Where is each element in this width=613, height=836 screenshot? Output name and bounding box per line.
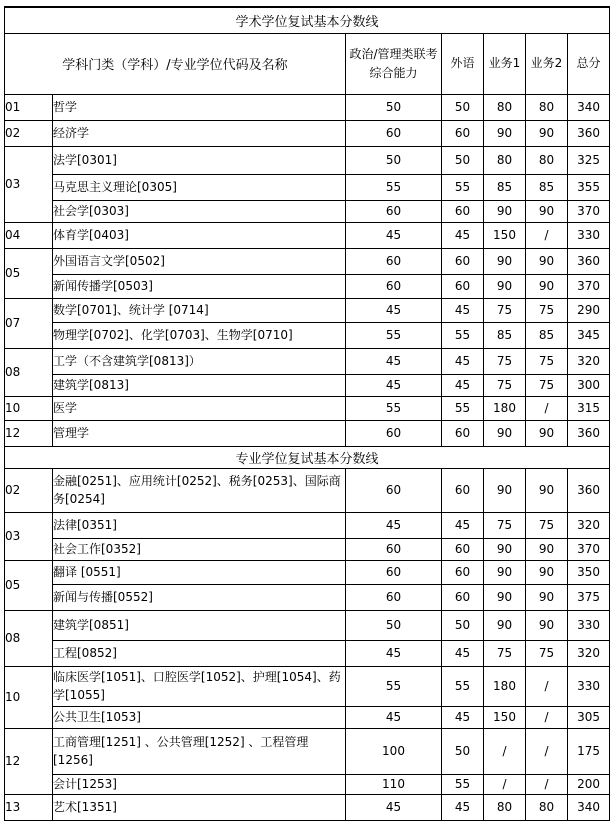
foreign-score: 45 (442, 222, 484, 248)
discipline-name: 法律[0351] (53, 512, 346, 538)
total-score: 375 (568, 584, 610, 610)
foreign-score: 50 (442, 146, 484, 174)
discipline-name: 管理学 (53, 420, 346, 446)
politics-score: 60 (346, 468, 442, 512)
politics-score: 60 (346, 120, 442, 146)
subject2-score: / (526, 728, 568, 774)
score-table (4, 6, 610, 821)
subject1-score: 90 (484, 200, 526, 222)
professional-title-row (5, 446, 610, 468)
foreign-score: 45 (442, 348, 484, 374)
discipline-name: 法学[0301] (53, 146, 346, 174)
total-score: 340 (568, 94, 610, 120)
subject1-score: 80 (484, 794, 526, 820)
category-code: 12 (5, 420, 53, 446)
subject1-score: 75 (484, 640, 526, 666)
total-score: 290 (568, 298, 610, 322)
foreign-score: 55 (442, 322, 484, 348)
politics-score: 45 (346, 512, 442, 538)
discipline-name: 物理学[0702]、化学[0703]、生物学[0710] (53, 322, 346, 348)
total-score: 330 (568, 666, 610, 706)
total-score: 305 (568, 706, 610, 728)
category-code: 07 (5, 298, 53, 348)
politics-score: 60 (346, 248, 442, 274)
foreign-score: 60 (442, 468, 484, 512)
table-row (5, 120, 610, 146)
header-politics: 政治/管理类联考综合能力 (346, 33, 442, 94)
politics-score: 45 (346, 374, 442, 396)
table-row (5, 348, 610, 374)
table-row (5, 420, 610, 446)
discipline-name: 建筑学[0813] (53, 374, 346, 396)
subject1-score: 85 (484, 174, 526, 200)
category-code: 05 (5, 560, 53, 610)
subject2-score: 85 (526, 174, 568, 200)
discipline-name: 工学（不含建筑学[0813]） (53, 348, 346, 374)
foreign-score: 55 (442, 396, 484, 420)
politics-score: 45 (346, 640, 442, 666)
discipline-name: 临床医学[1051]、口腔医学[1052]、护理[1054]、药学[1055] (53, 666, 346, 706)
subject1-score: 90 (484, 120, 526, 146)
subject2-score: 90 (526, 610, 568, 640)
discipline-name: 社会工作[0352] (53, 538, 346, 560)
politics-score: 45 (346, 222, 442, 248)
table-row (5, 512, 610, 538)
foreign-score: 60 (442, 420, 484, 446)
foreign-score: 60 (442, 120, 484, 146)
table-row (5, 706, 610, 728)
subject2-score: / (526, 222, 568, 248)
table-row (5, 146, 610, 174)
professional-section-title: 专业学位复试基本分数线 (5, 446, 610, 468)
total-score: 360 (568, 248, 610, 274)
header-discipline: 学科门类（学科）/专业学位代码及名称 (5, 33, 346, 94)
total-score: 360 (568, 120, 610, 146)
header-foreign: 外语 (442, 33, 484, 94)
foreign-score: 45 (442, 640, 484, 666)
subject1-score: 90 (484, 468, 526, 512)
foreign-score: 45 (442, 794, 484, 820)
table-row (5, 222, 610, 248)
category-code: 10 (5, 666, 53, 728)
politics-score: 45 (346, 706, 442, 728)
subject1-score: 85 (484, 322, 526, 348)
subject2-score: / (526, 706, 568, 728)
subject2-score: 90 (526, 420, 568, 446)
subject2-score: 75 (526, 512, 568, 538)
subject1-score: 180 (484, 396, 526, 420)
subject2-score: 75 (526, 374, 568, 396)
discipline-name: 经济学 (53, 120, 346, 146)
discipline-name: 建筑学[0851] (53, 610, 346, 640)
table-row (5, 174, 610, 200)
total-score: 315 (568, 396, 610, 420)
category-code: 04 (5, 222, 53, 248)
subject2-score: 90 (526, 274, 568, 298)
category-code: 03 (5, 146, 53, 222)
discipline-name: 医学 (53, 396, 346, 420)
subject2-score: 75 (526, 298, 568, 322)
foreign-score: 50 (442, 728, 484, 774)
foreign-score: 45 (442, 374, 484, 396)
discipline-name: 翻译 [0551] (53, 560, 346, 584)
total-score: 325 (568, 146, 610, 174)
politics-score: 55 (346, 174, 442, 200)
politics-score: 45 (346, 348, 442, 374)
category-code: 05 (5, 248, 53, 298)
discipline-name: 工程[0852] (53, 640, 346, 666)
subject1-score: 90 (484, 610, 526, 640)
subject1-score: 180 (484, 666, 526, 706)
politics-score: 60 (346, 200, 442, 222)
category-code: 13 (5, 794, 53, 820)
subject1-score: 90 (484, 560, 526, 584)
politics-score: 55 (346, 666, 442, 706)
subject2-score: 80 (526, 794, 568, 820)
politics-score: 50 (346, 610, 442, 640)
subject1-score: 90 (484, 274, 526, 298)
table-row (5, 322, 610, 348)
total-score: 370 (568, 200, 610, 222)
header-subject2: 业务2 (526, 33, 568, 94)
category-code: 02 (5, 120, 53, 146)
discipline-name: 外国语言文学[0502] (53, 248, 346, 274)
foreign-score: 60 (442, 200, 484, 222)
header-subject1: 业务1 (484, 33, 526, 94)
total-score: 175 (568, 728, 610, 774)
total-score: 200 (568, 774, 610, 794)
table-row (5, 610, 610, 640)
subject2-score: 85 (526, 322, 568, 348)
category-code: 08 (5, 610, 53, 666)
foreign-score: 60 (442, 584, 484, 610)
discipline-name: 会计[1253] (53, 774, 346, 794)
subject2-score: 75 (526, 348, 568, 374)
foreign-score: 60 (442, 274, 484, 298)
politics-score: 50 (346, 146, 442, 174)
subject1-score: 75 (484, 348, 526, 374)
table-row (5, 538, 610, 560)
discipline-name: 工商管理[1251] 、公共管理[1252] 、工程管理[1256] (53, 728, 346, 774)
foreign-score: 50 (442, 610, 484, 640)
table-row (5, 298, 610, 322)
subject2-score: 90 (526, 468, 568, 512)
subject1-score: 90 (484, 538, 526, 560)
subject2-score: 90 (526, 560, 568, 584)
header-row (5, 33, 610, 94)
discipline-name: 哲学 (53, 94, 346, 120)
table-row (5, 640, 610, 666)
politics-score: 60 (346, 584, 442, 610)
total-score: 300 (568, 374, 610, 396)
table-row (5, 94, 610, 120)
foreign-score: 50 (442, 94, 484, 120)
subject2-score: 90 (526, 248, 568, 274)
discipline-name: 数学[0701]、统计学 [0714] (53, 298, 346, 322)
subject2-score: 80 (526, 94, 568, 120)
subject2-score: 80 (526, 146, 568, 174)
subject1-score: / (484, 728, 526, 774)
discipline-name: 金融[0251]、应用统计[0252]、税务[0253]、国际商务[0254] (53, 468, 346, 512)
politics-score: 50 (346, 94, 442, 120)
total-score: 320 (568, 348, 610, 374)
politics-score: 60 (346, 560, 442, 584)
category-code: 01 (5, 94, 53, 120)
total-score: 350 (568, 560, 610, 584)
subject1-score: 75 (484, 298, 526, 322)
total-score: 370 (568, 274, 610, 298)
subject2-score: 90 (526, 120, 568, 146)
discipline-name: 艺术[1351] (53, 794, 346, 820)
politics-score: 60 (346, 538, 442, 560)
subject2-score: / (526, 666, 568, 706)
politics-score: 45 (346, 298, 442, 322)
foreign-score: 60 (442, 560, 484, 584)
politics-score: 60 (346, 420, 442, 446)
foreign-score: 45 (442, 512, 484, 538)
subject2-score: 75 (526, 640, 568, 666)
discipline-name: 社会学[0303] (53, 200, 346, 222)
category-code: 02 (5, 468, 53, 512)
foreign-score: 45 (442, 706, 484, 728)
politics-score: 55 (346, 396, 442, 420)
subject2-score: / (526, 774, 568, 794)
subject1-score: / (484, 774, 526, 794)
table-row (5, 468, 610, 512)
foreign-score: 60 (442, 248, 484, 274)
foreign-score: 45 (442, 298, 484, 322)
subject1-score: 90 (484, 584, 526, 610)
table-row (5, 584, 610, 610)
category-code: 12 (5, 728, 53, 794)
table-row (5, 396, 610, 420)
subject1-score: 150 (484, 706, 526, 728)
politics-score: 110 (346, 774, 442, 794)
foreign-score: 55 (442, 666, 484, 706)
subject1-score: 75 (484, 512, 526, 538)
discipline-name: 体育学[0403] (53, 222, 346, 248)
table-row (5, 374, 610, 396)
table-row (5, 666, 610, 706)
table-row (5, 248, 610, 274)
subject1-score: 90 (484, 248, 526, 274)
total-score: 360 (568, 468, 610, 512)
academic-title-row (5, 7, 610, 33)
politics-score: 60 (346, 274, 442, 298)
subject1-score: 80 (484, 146, 526, 174)
subject1-score: 75 (484, 374, 526, 396)
discipline-name: 公共卫生[1053] (53, 706, 346, 728)
total-score: 345 (568, 322, 610, 348)
total-score: 330 (568, 610, 610, 640)
foreign-score: 55 (442, 174, 484, 200)
category-code: 10 (5, 396, 53, 420)
politics-score: 45 (346, 794, 442, 820)
academic-section-title: 学术学位复试基本分数线 (5, 7, 610, 33)
category-code: 03 (5, 512, 53, 560)
discipline-name: 新闻传播学[0503] (53, 274, 346, 298)
header-total: 总分 (568, 33, 610, 94)
subject1-score: 90 (484, 420, 526, 446)
table-row (5, 794, 610, 820)
total-score: 370 (568, 538, 610, 560)
politics-score: 100 (346, 728, 442, 774)
total-score: 340 (568, 794, 610, 820)
foreign-score: 55 (442, 774, 484, 794)
subject2-score: 90 (526, 538, 568, 560)
table-row (5, 200, 610, 222)
foreign-score: 60 (442, 538, 484, 560)
table-row (5, 774, 610, 794)
subject1-score: 80 (484, 94, 526, 120)
subject1-score: 150 (484, 222, 526, 248)
table-row (5, 274, 610, 298)
total-score: 330 (568, 222, 610, 248)
table-row (5, 560, 610, 584)
subject2-score: 90 (526, 584, 568, 610)
discipline-name: 马克思主义理论[0305] (53, 174, 346, 200)
subject2-score: 90 (526, 200, 568, 222)
category-code: 08 (5, 348, 53, 396)
total-score: 355 (568, 174, 610, 200)
table-row (5, 728, 610, 774)
subject2-score: / (526, 396, 568, 420)
discipline-name: 新闻与传播[0552] (53, 584, 346, 610)
total-score: 320 (568, 512, 610, 538)
politics-score: 55 (346, 322, 442, 348)
total-score: 320 (568, 640, 610, 666)
total-score: 360 (568, 420, 610, 446)
